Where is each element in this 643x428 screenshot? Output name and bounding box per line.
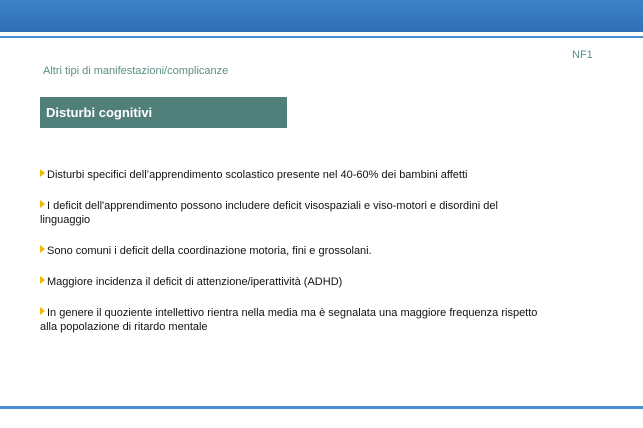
list-item (40, 199, 550, 227)
top-banner (0, 0, 643, 32)
top-divider (0, 36, 643, 38)
bullet-text: Maggiore incidenza il deficit di attenzione/iperattività (ADHD) (47, 276, 343, 288)
bullet-list (40, 168, 550, 351)
list-item (40, 168, 550, 182)
bullet-arrow-icon (40, 276, 45, 284)
bottom-divider (0, 406, 643, 409)
list-item (40, 275, 550, 289)
list-item (40, 306, 550, 334)
slide-tag: NF1 (572, 49, 593, 61)
bullet-text: In genere il quoziente intellettivo rientra nella media ma è segnalata una maggiore frequenza rispetto alla popolazione di ritardo mentale (40, 307, 538, 333)
bullet-text: Sono comuni i deficit della coordinazione motoria, fini e grossolani. (47, 245, 372, 257)
section-title: Disturbi cognitivi (46, 105, 153, 120)
bullet-arrow-icon (40, 169, 45, 177)
bullet-arrow-icon (40, 307, 45, 315)
section-header (40, 97, 287, 128)
list-item (40, 244, 550, 258)
bullet-text: I deficit dell'apprendimento possono includere deficit visospaziali e viso-motori e disordini del linguaggio (40, 200, 498, 226)
slide-subtitle: Altri tipi di manifestazioni/complicanze (43, 65, 229, 77)
bullet-arrow-icon (40, 245, 45, 253)
bullet-arrow-icon (40, 200, 45, 208)
bullet-text: Disturbi specifici dell’apprendimento scolastico presente nel 40-60% dei bambini affetti (47, 169, 468, 181)
